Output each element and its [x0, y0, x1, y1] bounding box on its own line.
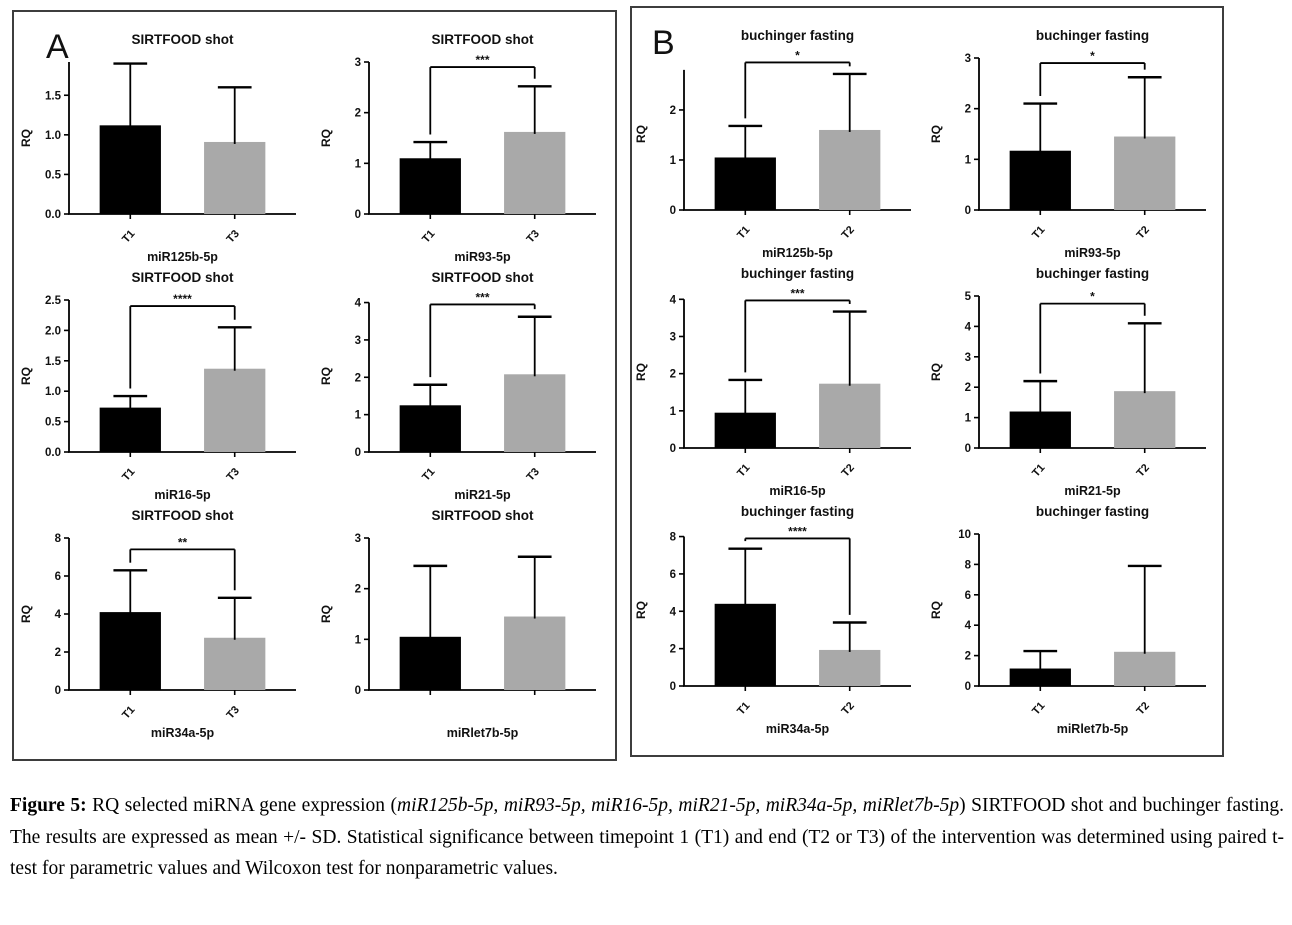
significance-bracket	[745, 286, 849, 372]
x-axis-label: miR34a-5p	[765, 722, 830, 736]
x-category-label: T3	[224, 465, 242, 484]
y-tick-label: 4	[669, 606, 676, 619]
bar-t2	[1114, 391, 1175, 448]
caption-text-2: ) SIRTFOOD shot and buchinger fasting. The results are expressed as mean +/- SD. Statistical significance between timepoint 1 (T1) and end (T2 or T3) of the intervention was determined using paired t-test for parametric values and Wilcoxon test for nonparametric values.	[10, 795, 1285, 880]
y-tick-label: 0	[354, 209, 362, 221]
significance-bracket	[1040, 290, 1144, 374]
significance-bracket	[431, 53, 535, 134]
x-axis-label: miR125b-5p	[762, 246, 833, 260]
x-category-label: T1	[1030, 461, 1048, 480]
y-tick-label: 3	[964, 53, 971, 65]
bar-t1	[715, 604, 776, 686]
bar-chart-svg	[17, 504, 312, 742]
y-tick-label: 6	[964, 589, 971, 602]
bar-t2	[504, 374, 565, 452]
y-axis-label: RQ	[634, 363, 648, 381]
caption-gene-list: miR125b-5p, miR93-5p, miR16-5p, miR21-5p, miR34a-5p, miRlet7b-5p	[397, 795, 960, 816]
chart-b-miR16-5p	[632, 262, 927, 500]
y-tick-label: 0	[964, 681, 971, 693]
chart-b-miR93-5p	[927, 24, 1222, 262]
bar-t1	[99, 612, 160, 690]
y-tick-label: 1.0	[44, 129, 61, 142]
y-tick-label: 1.5	[44, 355, 61, 368]
significance-bracket	[745, 48, 849, 118]
y-tick-label: 1.5	[44, 90, 61, 103]
x-category-label: T2	[839, 461, 857, 480]
x-category-label: T1	[1030, 699, 1048, 718]
bar-t2	[819, 130, 880, 210]
x-category-label: T2	[839, 699, 857, 718]
panel-b	[630, 6, 1224, 757]
chart-title: SIRTFOOD shot	[431, 32, 534, 47]
x-axis-label: miRlet7b-5p	[1056, 722, 1129, 736]
y-tick-label: 3	[354, 533, 362, 545]
significance-bracket	[130, 535, 234, 590]
bar-t1	[715, 157, 776, 210]
significance-stars: *	[1090, 49, 1095, 64]
significance-bracket	[431, 290, 535, 377]
chart-a-miR16-5p	[17, 266, 312, 504]
y-tick-label: 0.0	[44, 209, 61, 221]
y-tick-label: 1	[669, 154, 676, 167]
x-category-label: T2	[839, 223, 857, 242]
y-axis-label: RQ	[634, 601, 648, 619]
bar-chart-svg	[927, 500, 1222, 738]
y-tick-label: 0	[354, 685, 362, 697]
chart-b-miR21-5p	[927, 262, 1222, 500]
bar-chart-svg	[317, 266, 612, 504]
y-axis-label: RQ	[319, 367, 334, 385]
bar-t1	[715, 413, 776, 448]
bar-chart-svg	[632, 262, 927, 500]
y-tick-label: 10	[958, 529, 971, 541]
x-axis-label: miR21-5p	[454, 488, 511, 502]
bar-chart-svg	[17, 266, 312, 504]
chart-title: buchinger fasting	[740, 504, 855, 519]
chart-title: SIRTFOOD shot	[131, 270, 234, 285]
y-tick-label: 2	[669, 643, 676, 656]
y-tick-label: 0	[964, 443, 971, 455]
y-axis-label: RQ	[319, 605, 334, 623]
chart-a-miR34a-5p	[17, 504, 312, 742]
bar-t2	[204, 142, 265, 214]
y-axis-label: RQ	[18, 605, 33, 623]
significance-stars: ***	[475, 290, 490, 305]
caption-figure-label: Figure 5:	[10, 795, 87, 816]
y-tick-label: 2	[354, 583, 362, 596]
y-tick-label: 2	[354, 372, 362, 385]
y-tick-label: 6	[669, 568, 676, 581]
y-tick-label: 4	[354, 297, 362, 310]
bar-t1	[400, 637, 461, 690]
y-tick-label: 0	[354, 447, 362, 459]
y-axis-label: RQ	[18, 367, 33, 385]
y-tick-label: 2	[54, 647, 61, 659]
bar-t1	[99, 125, 160, 214]
x-category-label: T1	[420, 465, 438, 484]
y-tick-label: 8	[964, 559, 971, 572]
y-tick-label: 4	[54, 609, 61, 621]
chart-title: SIRTFOOD shot	[131, 32, 234, 47]
y-tick-label: 2	[964, 650, 971, 663]
y-axis-label: RQ	[929, 125, 943, 143]
y-tick-label: 3	[669, 331, 676, 344]
y-tick-label: 0	[964, 205, 971, 217]
bar-t2	[204, 369, 265, 452]
y-tick-label: 2.5	[44, 295, 61, 307]
x-category-label: T1	[119, 703, 138, 722]
y-tick-label: 0.5	[44, 416, 61, 429]
chart-title: SIRTFOOD shot	[431, 508, 534, 523]
y-tick-label: 4	[669, 294, 676, 307]
x-axis-label: miR93-5p	[1064, 246, 1121, 260]
y-axis-label: RQ	[929, 601, 943, 619]
bar-t2	[1114, 137, 1175, 210]
y-tick-label: 2.0	[44, 325, 61, 338]
chart-b-miR34a-5p	[632, 500, 927, 738]
chart-a-miR93-5p	[317, 28, 612, 266]
x-category-label: T2	[1134, 461, 1152, 480]
chart-title: SIRTFOOD shot	[431, 270, 534, 285]
y-tick-label: 1.0	[44, 386, 61, 399]
y-tick-label: 4	[964, 620, 971, 633]
y-tick-label: 4	[964, 321, 971, 334]
bar-t1	[99, 408, 160, 452]
x-axis-label: miR21-5p	[1064, 484, 1121, 498]
x-category-label: T1	[420, 227, 438, 246]
significance-bracket	[745, 524, 849, 614]
y-tick-label: 0	[669, 205, 676, 217]
y-axis-label: RQ	[634, 125, 648, 143]
bar-t2	[819, 384, 880, 448]
x-axis-label: miR125b-5p	[146, 250, 218, 264]
chart-title: buchinger fasting	[1035, 266, 1150, 281]
bar-t2	[1114, 652, 1175, 686]
x-category-label: T1	[735, 461, 753, 480]
chart-title: buchinger fasting	[740, 266, 855, 281]
significance-stars: *	[795, 48, 800, 63]
x-category-label: T2	[1134, 223, 1152, 242]
x-category-label: T3	[524, 227, 543, 246]
y-axis-label: RQ	[319, 129, 334, 147]
panel-a-label: A	[46, 28, 69, 66]
y-tick-label: 1	[354, 158, 362, 171]
bar-t1	[1010, 151, 1071, 210]
y-tick-label: 1	[669, 405, 676, 418]
y-tick-label: 3	[354, 334, 362, 347]
y-tick-label: 2	[354, 107, 362, 120]
x-axis-label: miR93-5p	[454, 250, 511, 264]
significance-stars: *	[1090, 289, 1095, 304]
y-tick-label: 1	[354, 409, 362, 422]
y-tick-label: 0.0	[44, 447, 61, 459]
bar-chart-svg	[927, 24, 1222, 262]
bar-chart-svg	[632, 24, 927, 262]
panel-a-charts	[14, 12, 615, 742]
chart-b-miR125b-5p	[632, 24, 927, 262]
y-axis-label: RQ	[18, 129, 33, 147]
panel-b-charts	[632, 8, 1222, 738]
chart-b-miRlet7b-5p	[927, 500, 1222, 738]
y-tick-label: 2	[964, 103, 971, 116]
chart-title: buchinger fasting	[740, 28, 855, 43]
significance-stars: **	[177, 535, 187, 550]
x-category-label: T3	[224, 227, 242, 246]
x-category-label: T3	[224, 703, 242, 722]
y-tick-label: 0	[669, 443, 676, 455]
bar-chart-svg	[317, 504, 612, 742]
x-category-label: T1	[119, 465, 138, 484]
x-category-label: T1	[119, 227, 138, 246]
y-tick-label: 8	[54, 533, 61, 545]
significance-stars: ****	[788, 524, 807, 539]
chart-a-miR21-5p	[317, 266, 612, 504]
x-axis-label: miR16-5p	[769, 484, 826, 498]
x-category-label: T3	[524, 465, 543, 484]
y-tick-label: 8	[669, 531, 676, 544]
bar-chart-svg	[317, 28, 612, 266]
bar-t1	[1010, 669, 1071, 686]
y-tick-label: 5	[964, 291, 971, 303]
bar-t2	[504, 617, 565, 690]
x-axis-label: miR34a-5p	[150, 726, 214, 740]
bar-t2	[204, 638, 265, 690]
y-tick-label: 3	[354, 57, 362, 69]
y-tick-label: 2	[964, 382, 971, 395]
bar-chart-svg	[927, 262, 1222, 500]
chart-title: SIRTFOOD shot	[131, 508, 234, 523]
bar-t1	[1010, 412, 1071, 448]
y-tick-label: 0	[669, 681, 676, 693]
y-tick-label: 1	[964, 412, 971, 425]
bar-t1	[400, 158, 461, 214]
x-axis-label: miR16-5p	[154, 488, 211, 502]
y-tick-label: 1	[354, 634, 362, 647]
caption-text-1: RQ selected miRNA gene expression (	[86, 795, 398, 816]
y-tick-label: 0	[54, 685, 61, 697]
y-tick-label: 6	[54, 571, 61, 583]
y-tick-label: 3	[964, 351, 971, 364]
panel-b-label: B	[652, 24, 675, 62]
x-axis-label: miRlet7b-5p	[446, 726, 519, 740]
bar-chart-svg	[632, 500, 927, 738]
significance-stars: ***	[475, 53, 490, 68]
y-tick-label: 2	[669, 104, 676, 117]
x-category-label: T1	[735, 223, 753, 242]
significance-bracket	[1040, 49, 1144, 96]
y-axis-label: RQ	[929, 363, 943, 381]
bar-t2	[819, 650, 880, 686]
figure-caption	[10, 790, 1284, 885]
y-tick-label: 2	[669, 368, 676, 381]
chart-title: buchinger fasting	[1035, 28, 1150, 43]
significance-stars: ****	[172, 292, 192, 307]
chart-title: buchinger fasting	[1035, 504, 1150, 519]
y-tick-label: 0.5	[44, 169, 61, 182]
bar-t2	[504, 132, 565, 214]
chart-a-miRlet7b-5p	[317, 504, 612, 742]
bar-t1	[400, 405, 461, 452]
y-tick-label: 1	[964, 154, 971, 167]
x-category-label: T1	[1030, 223, 1048, 242]
x-category-label: T1	[735, 699, 753, 718]
panel-a	[12, 10, 617, 761]
significance-stars: ***	[790, 286, 805, 301]
x-category-label: T2	[1134, 699, 1152, 718]
